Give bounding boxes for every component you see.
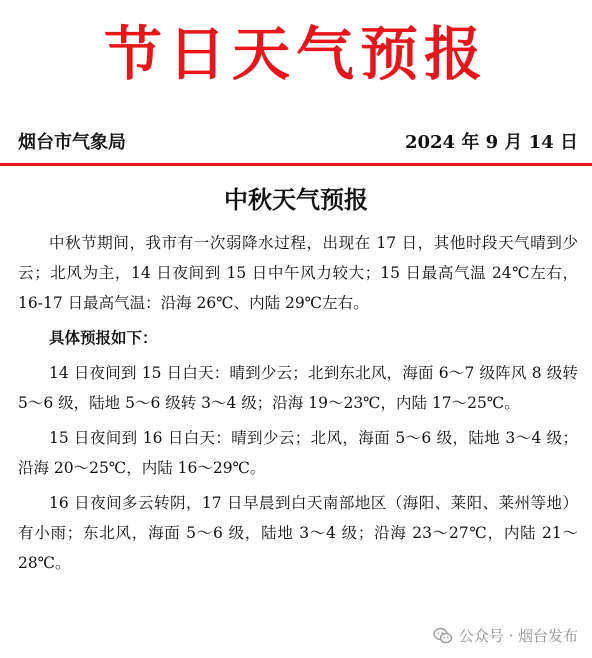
issuer: 烟台市气象局 (18, 132, 126, 153)
wechat-icon (433, 627, 453, 645)
watermark (433, 625, 578, 646)
article-title: 中秋天气预报 (224, 185, 368, 214)
meta-row (18, 126, 578, 156)
red-divider (0, 163, 592, 166)
masthead-title: 节日天气预报 (103, 20, 488, 88)
watermark-text: 公众号 · 烟台发布 (458, 627, 578, 645)
intro-paragraph: 中秋节期间，我市有一次弱降水过程，出现在 17 日，其他时段天气晴到少云；北风为主，14 日夜间到 15 日中午风力较大；15 日最高气温 24℃左右，16-17 日最高气温：沿海 26℃、内陆 29℃左右。 (18, 234, 578, 312)
issue-date: 2024 年 9 月 14 日 (404, 132, 578, 153)
forecast-period: 15 日夜间到 16 日白天：晴到少云；北风，海面 5～6 级，陆地 3～4 级；沿海 20～25℃，内陆 16～29℃。 (18, 429, 578, 477)
forecast-period: 16 日夜间多云转阴，17 日早晨到白天南部地区（海阳、莱阳、莱州等地）有小雨；东北风，海面 5～6 级，陆地 3～4 级；沿海 23～27℃，内陆 21～28℃。 (18, 494, 578, 572)
forecast-subheading: 具体预报如下： (49, 328, 158, 347)
forecast-period: 14 日夜间到 15 日白天：晴到少云；北到东北风，海面 6～7 级阵风 8 级转 5～6 级，陆地 5～6 级转 3～4 级；沿海 19～23℃，内陆 17～25℃。 (18, 364, 578, 412)
article-body (18, 228, 578, 583)
